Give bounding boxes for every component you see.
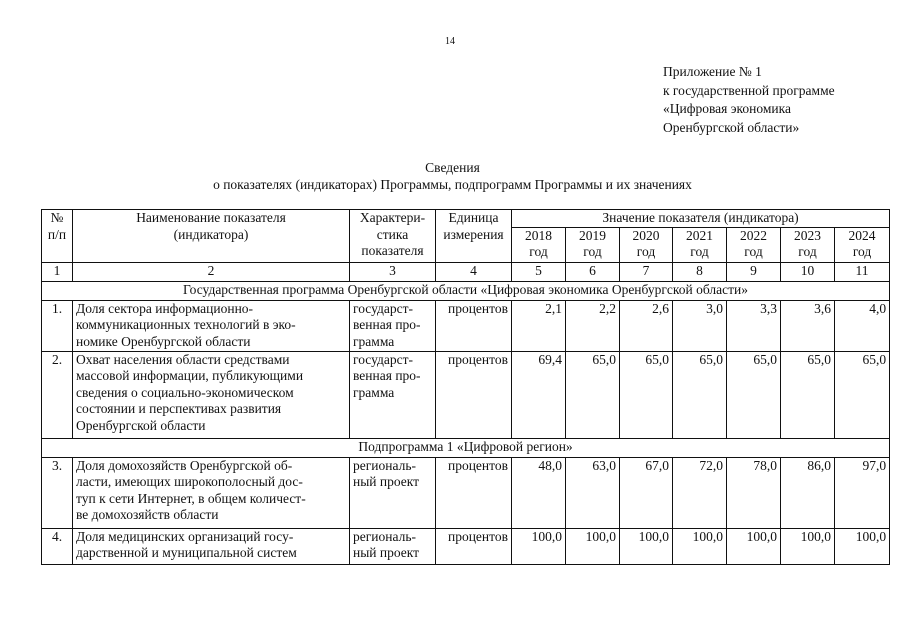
indicator-name-line: сведения о социально-экономическом [76,384,294,400]
header-year [512,227,566,262]
program-title-row [42,281,890,300]
value-cell: 65,0 [781,351,835,438]
row-number: 3. [42,457,73,528]
value-cell: 65,0 [566,351,620,438]
year-label: 2022 [740,227,767,243]
program-title: Государственная программа Оренбургской области «Цифровая экономика Оренбургской области» [42,281,890,300]
value-cell: 2,6 [620,300,673,351]
value-cell: 2,2 [566,300,620,351]
value-cell: 63,0 [566,457,620,528]
indicator-name-line: туп к сети Интернет, в общем количест- [76,490,306,506]
indicator-name-line: состоянии и перспективах развития [76,401,282,416]
value-cell: 65,0 [835,351,890,438]
year-label: 2021 [686,227,713,243]
indicator-name-line: Доля сектора информационно- [76,300,254,316]
value-cell: 100,0 [835,528,890,564]
column-number: 4 [436,262,512,281]
value-cell: 69,4 [512,351,566,438]
column-number-row [42,262,890,281]
year-label: 2024 [848,227,876,243]
indicator-name-line: Доля медицинских организаций госу- [76,528,294,544]
heading-title: Сведения [425,160,480,175]
header-num [42,210,73,263]
column-number: 8 [673,262,727,281]
column-number: 3 [350,262,436,281]
value-cell: 100,0 [781,528,835,564]
value-cell: 78,0 [727,457,781,528]
value-cell: 100,0 [727,528,781,564]
year-suffix: год [690,244,709,259]
indicator-name-line: коммуникационных технологий в эко- [76,317,296,332]
column-number: 2 [73,262,350,281]
header-characteristic [350,210,436,263]
row-number: 1. [42,300,73,351]
value-cell: 86,0 [781,457,835,528]
value-cell: 48,0 [512,457,566,528]
table-row [42,351,890,438]
header-text: п/п [47,226,67,242]
characteristic-line: грамма [353,333,395,349]
header-text: измерения [443,226,504,242]
header-year [673,227,727,262]
heading-subtitle: о показателях (индикаторах) Программы, подпрограмм Программы и их значениях [213,177,692,192]
value-cell: 100,0 [566,528,620,564]
indicator-name-line: массовой информации, публикующими [76,368,304,383]
appendix-note [663,63,835,137]
header-unit [436,210,512,263]
header-year [781,227,835,262]
value-cell: 72,0 [673,457,727,528]
value-cell: 4,0 [835,300,890,351]
subprogram-title: Подпрограмма 1 «Цифровой регион» [42,438,890,457]
value-cell: 100,0 [673,528,727,564]
table-row [42,457,890,528]
indicator-name-line: Доля домохозяйств Оренбургской об- [76,457,293,473]
column-number: 9 [727,262,781,281]
header-text: Характери- [359,210,426,225]
year-label: 2023 [794,227,821,243]
indicator-unit: процентов [436,528,512,564]
indicator-characteristic [350,528,436,564]
indicator-characteristic [350,300,436,351]
header-year [727,227,781,262]
characteristic-line: венная про- [353,317,421,332]
document-heading [0,159,905,193]
indicator-name-line: дарственной и муниципальной систем [76,545,297,560]
value-cell: 65,0 [673,351,727,438]
appendix-line: Приложение № 1 [663,64,762,79]
indicator-name [73,528,350,564]
indicator-name-line: ласти, имеющих широкополосный дос- [76,474,303,489]
indicator-name [73,300,350,351]
value-cell: 3,6 [781,300,835,351]
characteristic-line: государст- [353,300,413,316]
header-year [620,227,673,262]
year-suffix: год [636,244,656,259]
characteristic-line: ный проект [353,474,420,489]
indicator-unit: процентов [436,457,512,528]
value-cell: 2,1 [512,300,566,351]
value-cell: 65,0 [620,351,673,438]
characteristic-line: государст- [353,351,413,367]
column-number: 6 [566,262,620,281]
appendix-line: «Цифровая экономика [663,101,791,116]
year-suffix: год [529,244,548,259]
indicator-unit: процентов [436,300,512,351]
year-suffix: год [852,244,872,259]
row-number: 2. [42,351,73,438]
year-suffix: год [744,244,763,259]
indicator-unit: процентов [436,351,512,438]
row-number: 4. [42,528,73,564]
indicators-table [41,209,890,565]
indicator-characteristic [350,457,436,528]
value-cell: 67,0 [620,457,673,528]
year-label: 2019 [579,227,606,243]
column-number: 1 [42,262,73,281]
value-cell: 3,3 [727,300,781,351]
year-suffix: год [583,244,602,259]
header-text: Единица [448,210,499,225]
indicator-name-line: Охват населения области средствами [76,351,290,367]
indicator-name [73,351,350,438]
page-number: 14 [445,36,455,47]
subprogram-title-row [42,438,890,457]
appendix-line: Оренбургской области» [663,119,800,135]
header-row [42,210,890,228]
table-row [42,528,890,564]
indicator-name-line: номике Оренбургской области [76,333,251,349]
header-value-group: Значение показателя (индикатора) [512,210,890,228]
column-number: 5 [512,262,566,281]
year-suffix: год [798,244,817,259]
characteristic-line: грамма [353,384,395,400]
header-name [73,210,350,263]
indicator-characteristic [350,351,436,438]
header-text: Наименование показателя [136,210,286,225]
characteristic-line: венная про- [353,368,421,383]
value-cell: 97,0 [835,457,890,528]
characteristic-line: региональ- [353,528,416,544]
header-text: стика [376,226,409,242]
column-number: 7 [620,262,673,281]
appendix-line: к государственной программе [663,82,835,98]
indicator-name [73,457,350,528]
value-cell: 3,0 [673,300,727,351]
value-cell: 100,0 [620,528,673,564]
indicator-name-line: ве домохозяйств области [76,507,219,522]
value-cell: 65,0 [727,351,781,438]
header-text: (индикатора) [173,226,249,242]
header-year [835,227,890,262]
header-year [566,227,620,262]
column-number: 11 [835,262,890,281]
year-label: 2020 [632,227,660,243]
header-text: показателя [361,243,424,258]
table-row [42,300,890,351]
characteristic-line: ный проект [353,545,420,560]
characteristic-line: региональ- [353,457,416,473]
header-text: № [50,210,64,225]
indicator-name-line: Оренбургской области [76,417,206,433]
value-cell: 100,0 [512,528,566,564]
year-label: 2018 [525,227,552,243]
column-number: 10 [781,262,835,281]
